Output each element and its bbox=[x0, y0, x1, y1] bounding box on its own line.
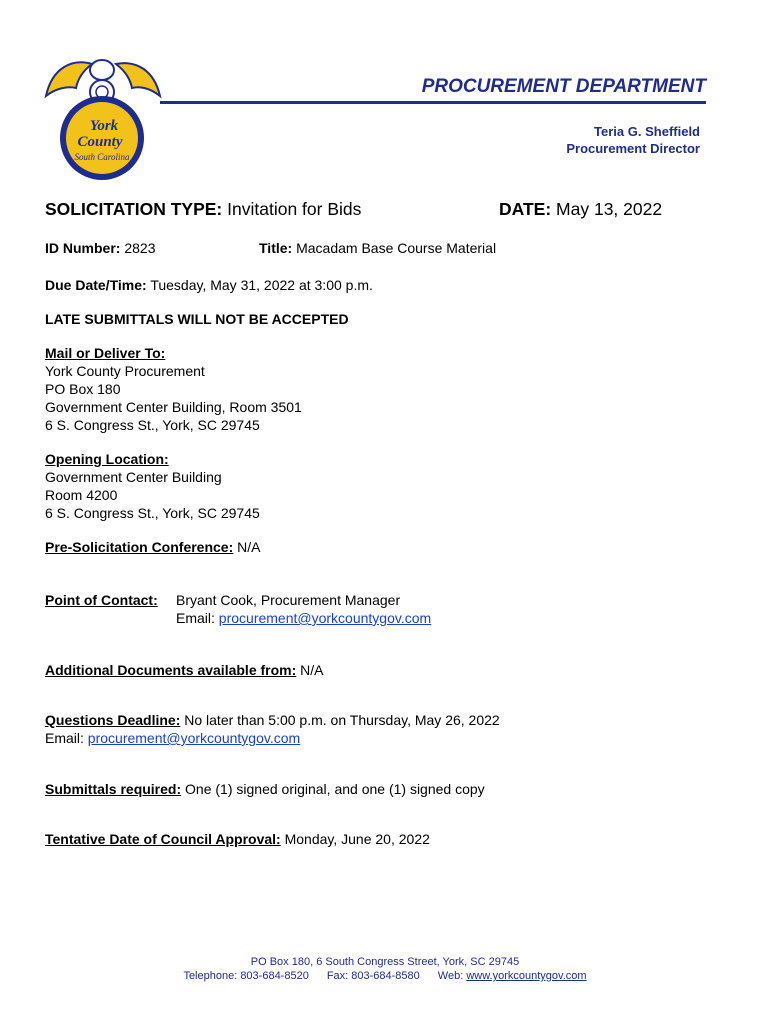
contact-email-label: Email: bbox=[176, 610, 215, 626]
logo-text-state: South Carolina bbox=[74, 152, 130, 162]
footer-address: PO Box 180, 6 South Congress Street, York, SC 29745 bbox=[250, 956, 520, 968]
mail-section bbox=[45, 344, 302, 434]
submittals-label: Submittals required: bbox=[45, 781, 182, 797]
opening-section bbox=[45, 450, 260, 522]
opening-heading: Opening Location: bbox=[45, 451, 169, 467]
id-label: ID Number: bbox=[45, 240, 121, 256]
title bbox=[259, 239, 496, 257]
due-value: Tuesday, May 31, 2022 at 3:00 p.m. bbox=[150, 277, 373, 293]
title-value: Macadam Base Course Material bbox=[296, 240, 497, 256]
solicitation-type-value: Invitation for Bids bbox=[227, 199, 362, 219]
id-number bbox=[45, 239, 156, 257]
additional-docs-value: N/A bbox=[300, 662, 324, 678]
contact-details bbox=[176, 591, 431, 627]
due-label: Due Date/Time: bbox=[45, 277, 147, 293]
solicitation-type-label: SOLICITATION TYPE: bbox=[45, 199, 223, 219]
opening-line: Government Center Building bbox=[45, 469, 222, 485]
questions-label: Questions Deadline: bbox=[45, 712, 181, 728]
questions-value: No later than 5:00 p.m. on Thursday, May 26, 2022 bbox=[184, 712, 500, 728]
footer-web-link[interactable]: www.yorkcountygov.com bbox=[466, 970, 587, 982]
header-rule bbox=[160, 101, 706, 104]
director-title: Procurement Director bbox=[566, 141, 700, 156]
footer-web-label: Web: bbox=[437, 970, 464, 982]
solicitation-type bbox=[45, 199, 361, 220]
mail-heading: Mail or Deliver To: bbox=[45, 345, 166, 361]
contact-name: Bryant Cook, Procurement Manager bbox=[176, 592, 401, 608]
id-value: 2823 bbox=[124, 240, 156, 256]
mail-line: Government Center Building, Room 3501 bbox=[45, 399, 302, 415]
due-date bbox=[45, 276, 373, 294]
footer-fax: Fax: 803-684-8580 bbox=[326, 970, 420, 982]
questions-email-link[interactable]: procurement@yorkcountygov.com bbox=[87, 730, 301, 746]
contact-label-block bbox=[45, 591, 158, 609]
contact-email-line bbox=[176, 609, 431, 627]
footer-contact-line bbox=[0, 969, 770, 983]
submittals bbox=[45, 780, 485, 798]
council-value: Monday, June 20, 2022 bbox=[284, 831, 430, 847]
mail-line: 6 S. Congress St., York, SC 29745 bbox=[45, 417, 260, 433]
director-name: Teria G. Sheffield bbox=[594, 124, 700, 139]
logo-text-york: York bbox=[89, 118, 119, 134]
mail-line: PO Box 180 bbox=[45, 381, 121, 397]
contact-email-link[interactable]: procurement@yorkcountygov.com bbox=[218, 610, 432, 626]
department-title: PROCUREMENT DEPARTMENT bbox=[421, 76, 706, 97]
additional-docs-label: Additional Documents available from: bbox=[45, 662, 297, 678]
footer bbox=[0, 955, 770, 983]
date-value: May 13, 2022 bbox=[556, 199, 663, 219]
opening-line: 6 S. Congress St., York, SC 29745 bbox=[45, 505, 260, 521]
opening-line: Room 4200 bbox=[45, 487, 118, 503]
logo-text-county: County bbox=[77, 134, 123, 150]
director-block bbox=[566, 123, 700, 157]
pre-solicitation bbox=[45, 538, 261, 556]
mail-line: York County Procurement bbox=[45, 363, 205, 379]
questions-section bbox=[45, 711, 500, 747]
title-label: Title: bbox=[259, 240, 293, 256]
council-approval bbox=[45, 830, 430, 848]
date-label: DATE: bbox=[499, 199, 552, 219]
contact-label: Point of Contact: bbox=[45, 592, 158, 608]
pre-solicitation-value: N/A bbox=[237, 539, 261, 555]
eagle-wing-right bbox=[116, 63, 160, 96]
questions-email-label: Email: bbox=[45, 730, 84, 746]
eagle-wing-left bbox=[46, 62, 92, 96]
council-label: Tentative Date of Council Approval: bbox=[45, 831, 281, 847]
questions-email-line bbox=[45, 729, 500, 747]
late-notice: LATE SUBMITTALS WILL NOT BE ACCEPTED bbox=[45, 311, 349, 327]
additional-docs bbox=[45, 661, 324, 679]
solicitation-date bbox=[499, 199, 662, 220]
submittals-value: One (1) signed original, and one (1) signed copy bbox=[185, 781, 485, 797]
eagle-head bbox=[90, 60, 114, 80]
york-county-seal-logo bbox=[42, 56, 164, 184]
questions-line bbox=[45, 711, 500, 729]
pre-solicitation-label: Pre-Solicitation Conference: bbox=[45, 539, 234, 555]
footer-telephone: Telephone: 803-684-8520 bbox=[183, 970, 309, 982]
